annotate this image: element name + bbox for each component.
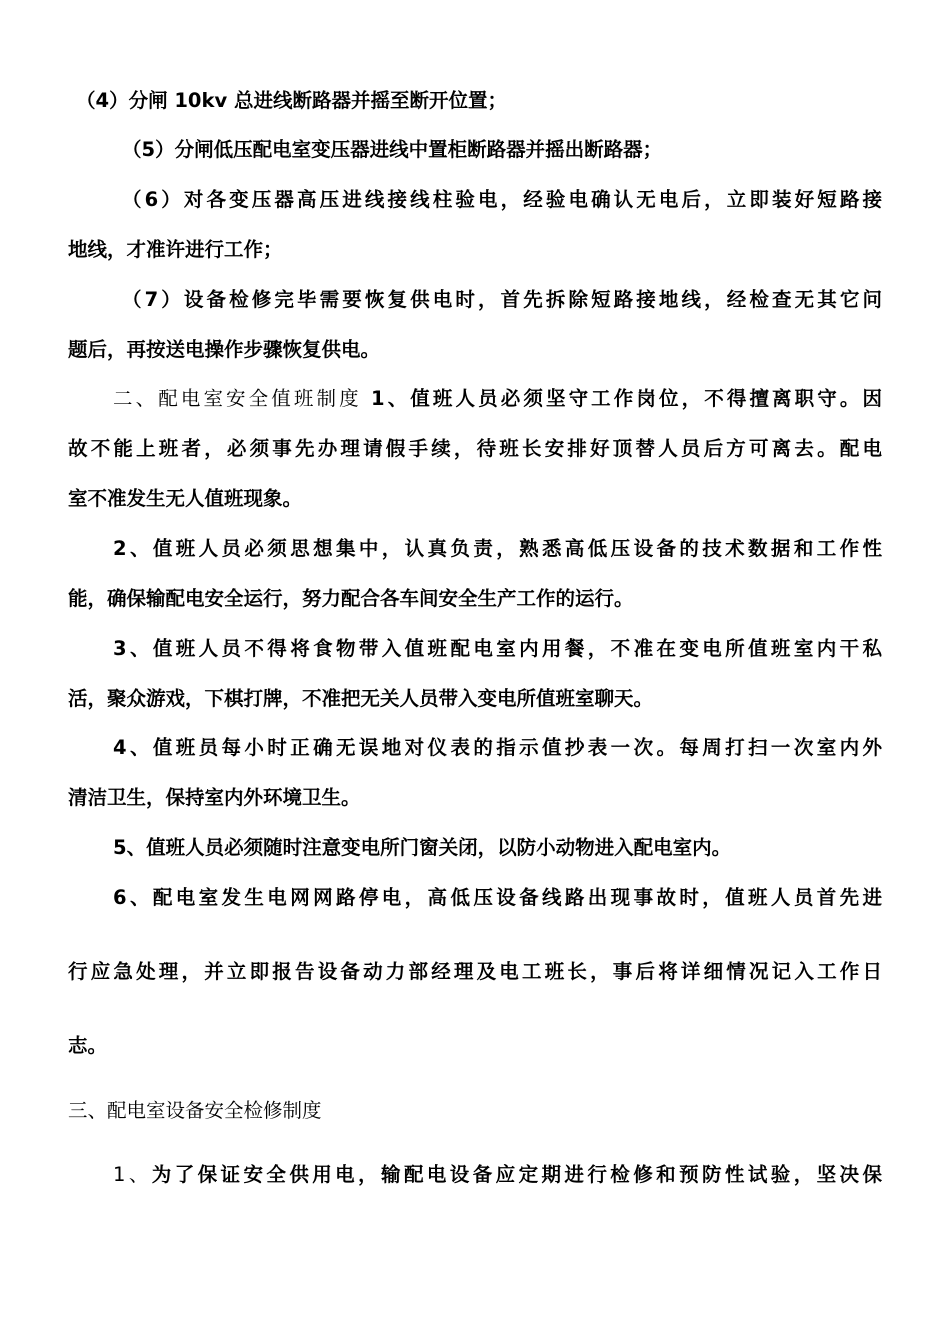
section-heading: 二、配电室安全值班制度	[113, 387, 372, 410]
text-run: 为了保证安全供用电，输配电设备应定期进行检修和预防性试验，坚决保	[151, 1163, 882, 1186]
text-run: 1、值班人员必须坚守工作岗位，不得擅离职守。因	[371, 387, 882, 410]
text-line: 室不准发生无人值班现象。	[68, 487, 303, 510]
section-heading: 三、配电室设备安全检修制度	[68, 1099, 322, 1122]
text-line	[113, 1160, 882, 1190]
list-number: 1、	[113, 1163, 152, 1186]
text-line: （4）分闸 10kv 总进线断路器并摇至断开位置；	[76, 89, 507, 112]
text-line: （6）对各变压器高压进线接线柱验电，经验电确认无电后，立即装好短路接	[122, 188, 882, 211]
text-line: 地线，才准许进行工作；	[68, 238, 283, 261]
text-line: （5）分闸低压配电室变压器进线中置柜断路器并摇出断路器；	[122, 138, 663, 161]
text-line: 行应急处理，并立即报告设备动力部经理及电工班长，事后将详细情况记入工作日	[68, 960, 882, 983]
text-line: 故不能上班者，必须事先办理请假手续，待班长安排好顶替人员后方可离去。配电	[68, 437, 882, 460]
text-line: 清洁卫生，保持室内外环境卫生。	[68, 786, 361, 809]
section-heading-line	[113, 384, 882, 414]
text-line: 6、配电室发生电网网路停电，高低压设备线路出现事故时，值班人员首先进	[113, 886, 882, 909]
text-line: 2、值班人员必须思想集中，认真负责，熟悉高低压设备的技术数据和工作性	[113, 537, 882, 560]
text-line: 能，确保输配电安全运行，努力配合各车间安全生产工作的运行。	[68, 587, 634, 610]
text-line: 4、值班员每小时正确无误地对仪表的指示值抄表一次。每周打扫一次室内外	[113, 736, 882, 759]
text-line: 5、值班人员必须随时注意变电所门窗关闭，以防小动物进入配电室内。	[113, 836, 732, 859]
text-line: 活，聚众游戏，下棋打牌，不准把无关人员带入变电所值班室聊天。	[68, 687, 654, 710]
text-line: 3、值班人员不得将食物带入值班配电室内用餐，不准在变电所值班室内干私	[113, 637, 882, 660]
text-line: 志。	[68, 1034, 108, 1057]
text-line: （7）设备检修完毕需要恢复供电时，首先拆除短路接地线，经检查无其它问	[122, 288, 882, 311]
text-line: 题后，再按送电操作步骤恢复供电。	[68, 338, 381, 361]
